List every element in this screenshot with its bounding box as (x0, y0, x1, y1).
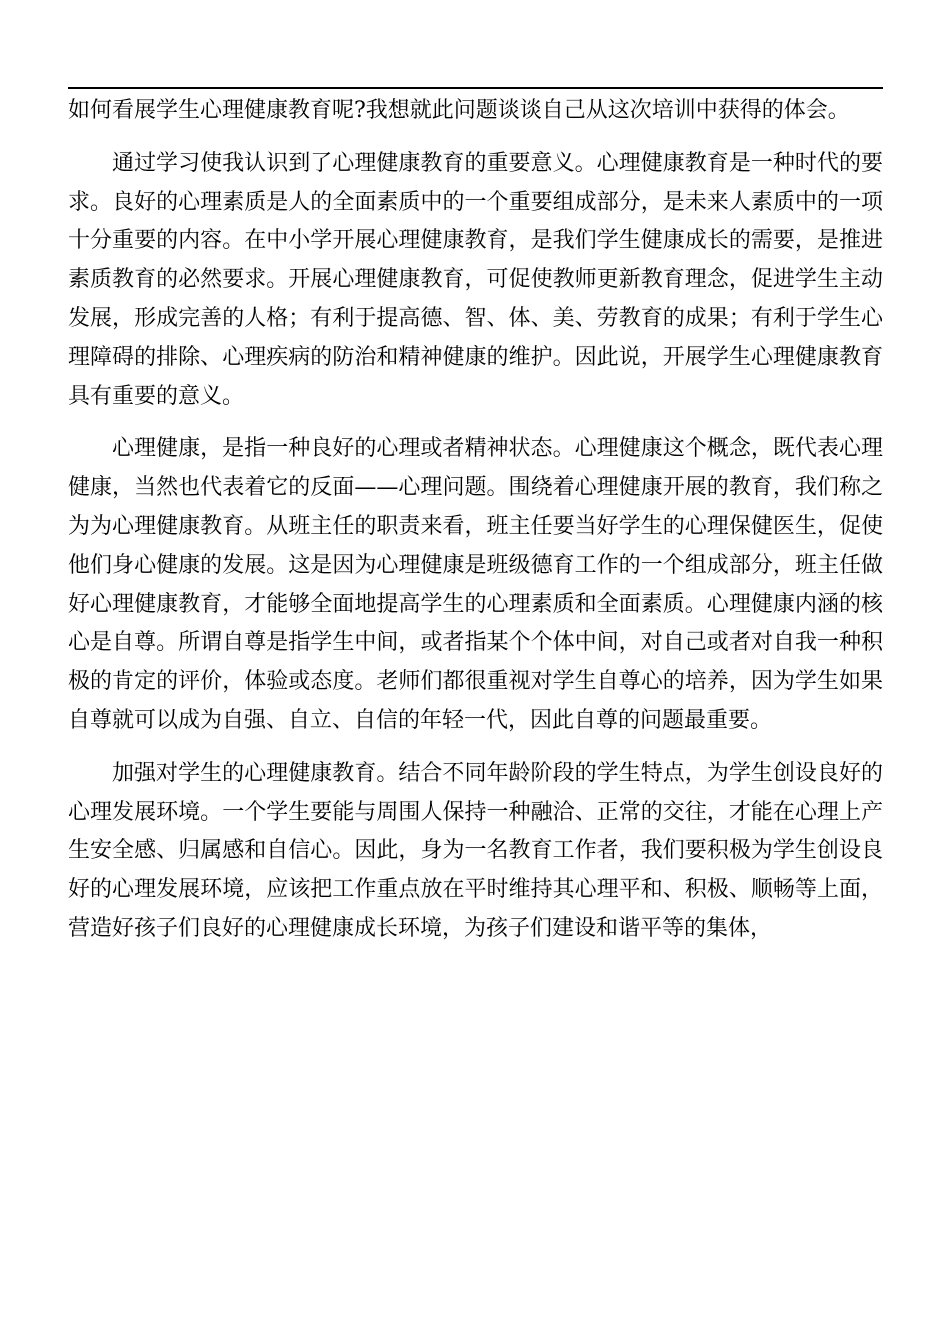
paragraph-strengthen-education: 加强对学生的心理健康教育。结合不同年龄阶段的学生特点，为学生创设良好的心理发展环境。一个学生要能与周围人保持一种融洽、正常的交往，才能在心理上产生安全感、归属感和自信心。因此，身为一名教育工作者，我们要积极为学生创设良好的心理发展环境，应该把工作重点放在平时维持其心理平和、积极、顺畅等上面，营造好孩子们良好的心理健康成长环境，为孩子们建设和谐平等的集体， (68, 760, 883, 941)
header-rule (68, 87, 883, 89)
paragraph-continuation: 如何看展学生心理健康教育呢?我想就此问题谈谈自己从这次培训中获得的体会。 (68, 98, 850, 123)
document-body (68, 92, 883, 963)
paragraph-mental-health-definition: 心理健康，是指一种良好的心理或者精神状态。心理健康这个概念，既代表心理健康，当然也代表着它的反面——心理问题。围绕着心理健康开展的教育，我们称之为为心理健康教育。从班主任的职责来看，班主任要当好学生的心理保健医生，促使他们身心健康的发展。这是因为心理健康是班级德育工作的一个组成部分，班主任做好心理健康教育，才能够全面地提高学生的心理素质和全面素质。心理健康内涵的核心是自尊。所谓自尊是指学生中间，或者指某个个体中间，对自己或者对自我一种积极的肯定的评价，体验或态度。老师们都很重视对学生自尊心的培养，因为学生如果自尊就可以成为自强、自立、自信的年轻一代，因此自尊的问题最重要。 (68, 436, 883, 733)
paragraph-significance: 通过学习使我认识到了心理健康教育的重要意义。心理健康教育是一种时代的要求。良好的心理素质是人的全面素质中的一个重要组成部分，是未来人素质中的一项十分重要的内容。在中小学开展心理健康教育，是我们学生健康成长的需要，是推进素质教育的必然要求。开展心理健康教育，可促使教师更新教育理念，促进学生主动发展，形成完善的人格；有利于提高德、智、体、美、劳教育的成果；有利于学生心理障碍的排除、心理疾病的防治和精神健康的维护。因此说，开展学生心理健康教育具有重要的意义。 (68, 150, 883, 409)
